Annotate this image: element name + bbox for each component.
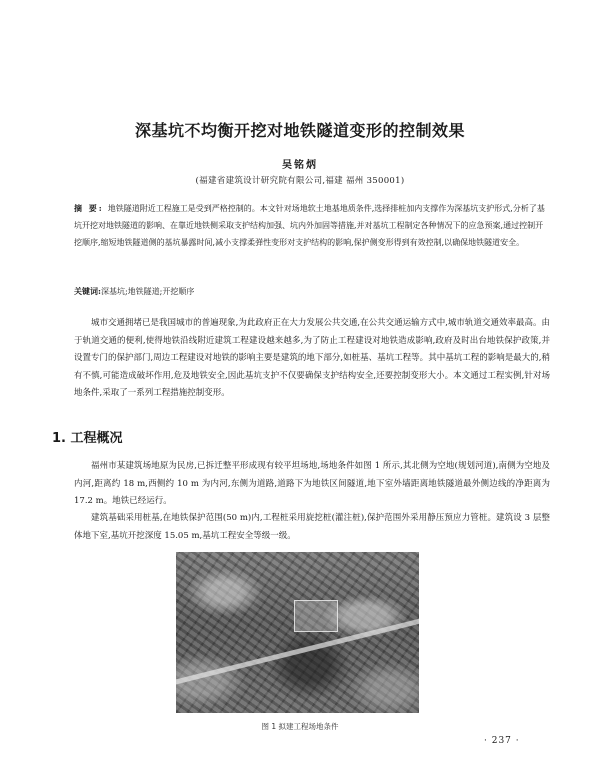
abstract-text: 地铁隧道附近工程施工是受到严格控制的。本文针对场地软土地基地质条件,选择排桩加内支撑作为深基坑支护形式,分析了基坑开挖对地铁隧道的影响、在靠近地铁侧采取支护结构加强、坑内外加固等措施,并对基坑工程制定各种情况下的应急预案,通过控制开挖顺序,缩短地铁隧道侧的基坑暴露时间,减小支撑柔弹性变形对支护结构的影响,保护侧变形得到有效控制,以确保地铁隧道安全。 [74,204,545,247]
section-paragraph-2: 建筑基础采用桩基,在地铁保护范围(50 m)内,工程桩采用旋挖桩(灌注桩),保护范围外采用静压预应力管桩。建筑设 3 层整体地下室,基坑开挖深度 15.05 m,基坑工程安全等级一级。 [74,513,550,541]
section-paragraph-1: 福州市某建筑场地原为民房,已拆迁整平形成现有较平坦场地,场地条件如图 1 所示,其北侧为空地(规划河道),南侧为空地及内河,距离约 18 m,西侧约 10 m 为内河,东侧为道路,道路下为地铁区间隧道,地下室外墙距离地铁隧道最外侧边线的净距离为 17.2 m。地铁已经运行。 [74,461,550,506]
keywords-text: 深基坑;地铁隧道;开挖顺序 [100,287,195,296]
page-number: · 237 · [484,736,520,746]
section-heading: 1. 工程概况 [52,431,123,446]
intro-paragraph: 城市交通拥堵已是我国城市的普遍现象,为此政府正在大力发展公共交通,在公共交通运输方式中,城市轨道交通效率最高。由于轨道交通的便利,使得地铁沿线附近建筑工程建设越来越多,为了防止工程建设对地铁造成影响,政府及时出台地铁保护政策,并设置专门的保护部门,周边工程建设对地铁的影响主要是建筑的地下部分,如桩基、基坑工程等。其中基坑工程的影响是最大的,稍有不慎,可能造成破坏作用,危及地铁安全,因此基坑支护不仅要确保支护结构安全,还要控制变形大小。本文通过工程实例,针对场地条件,采取了一系列工程措施控制变形。 [74,318,550,399]
site-aerial-photo [176,552,419,713]
keywords [74,284,550,299]
paper-title: 深基坑不均衡开挖对地铁隧道变形的控制效果 [134,121,465,140]
keywords-label: 关键词: [74,286,101,296]
author-affiliation: (福建省建筑设计研究院有限公司,福建 福州 350001) [195,176,405,186]
figure-caption: 图 1 拟建工程场地条件 [261,722,339,731]
author-name: 吴铭炳 [282,160,318,171]
abstract [74,200,550,251]
photo-site-area [294,600,338,632]
abstract-label: 摘 要: [74,203,104,213]
